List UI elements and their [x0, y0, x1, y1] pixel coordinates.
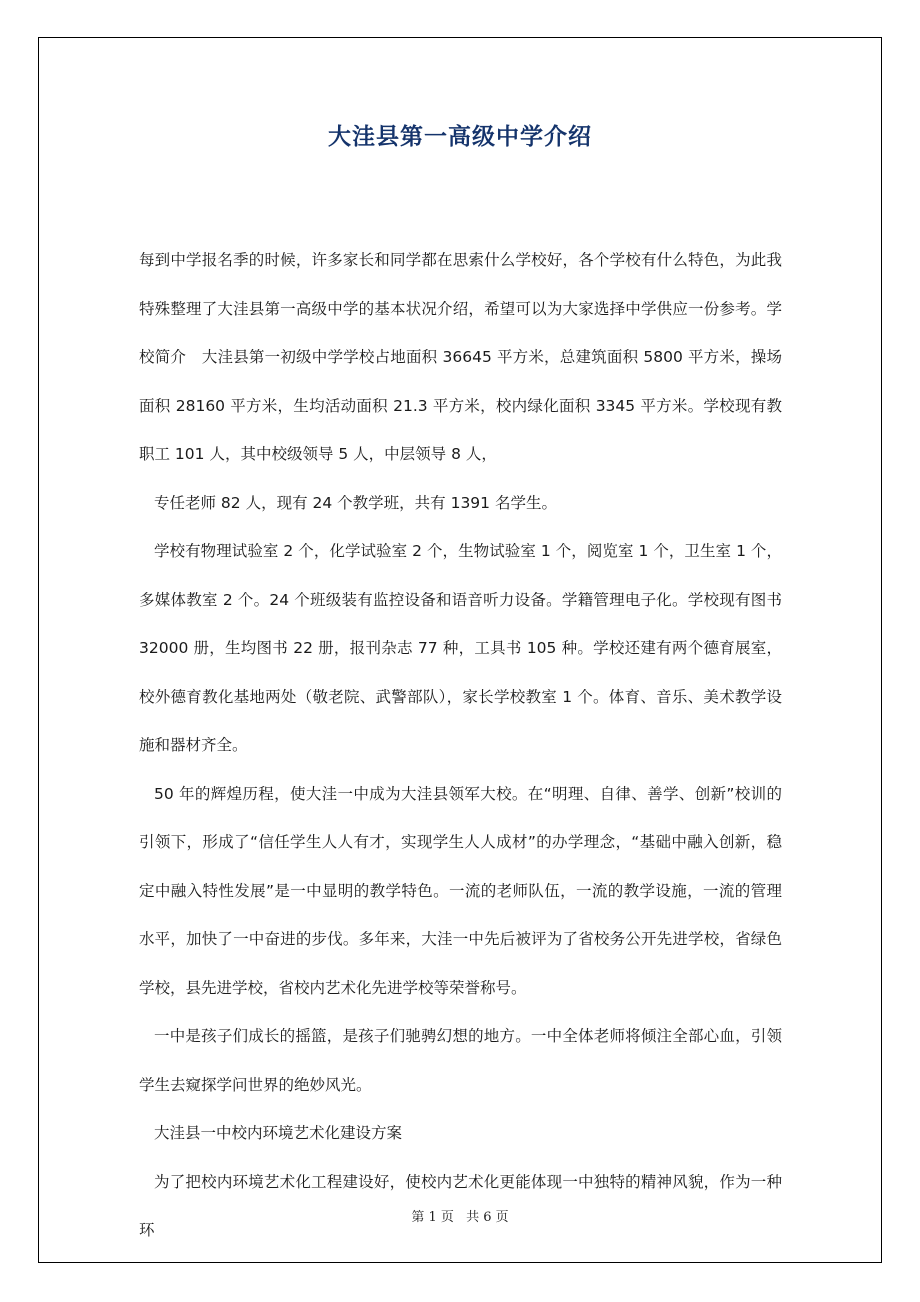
- page-total: 共 6 页: [466, 1210, 509, 1225]
- document-title: 大洼县第一高级中学介绍: [328, 124, 592, 150]
- paragraph-cradle: 一中是孩子们成长的摇篮，是孩子们驰骋幻想的地方。一中全体老师将倾注全部心血，引领学生去窥探学问世界的绝妙风光。: [139, 1027, 782, 1094]
- page-number: 第 1 页: [411, 1210, 454, 1225]
- paragraph-plan: 为了把校内环境艺术化工程建设好，使校内艺术化更能体现一中独特的精神风貌，作为一种环: [139, 1172, 782, 1239]
- paragraph-intro: 每到中学报名季的时候，许多家长和同学都在思索什么学校好，各个学校有什么特色，为此我特殊整理了大洼县第一高级中学的基本状况介绍，希望可以为大家选择中学供应一份参考。学校简介 大洼县第一初级中学学校占地面积 36645 平方米，总建筑面积 5800 平方米，操场面积 28160 平方米，生均活动面积 21.3 平方米，校内绿化面积 3345 平方米。学校现有教职工 101 人，其中校级领导 5 人，中层领导 8 人，: [139, 251, 782, 463]
- section-heading: 大洼县一中校内环境艺术化建设方案: [154, 1124, 403, 1142]
- paragraph-history: 50 年的辉煌历程，使大洼一中成为大洼县领军大校。在“明理、自律、善学、创新”校训的引领下，形成了“信任学生人人有才，实现学生人人成材”的办学理念，“基础中融入创新，稳定中融入特性发展”是一中显明的教学特色。一流的老师队伍，一流的教学设施，一流的管理水平，加快了一中奋进的步伐。多年来，大洼一中先后被评为了省校务公开先进学校，省绿色学校，县先进学校，省校内艺术化先进学校等荣誉称号。: [139, 784, 782, 997]
- paragraph-facilities: 学校有物理试验室 2 个，化学试验室 2 个，生物试验室 1 个，阅览室 1 个，卫生室 1 个，多媒体教室 2 个。24 个班级装有监控设备和语音听力设备。学籍管理电子化。学校现有图书 32000 册，生均图书 22 册，报刊杂志 77 种，工具书 105 种。学校还建有两个德育展室，校外德育教化基地两处（敬老院、武警部队），家长学校教室 1 个。体育、音乐、美术教学设施和器材齐全。: [139, 542, 782, 754]
- paragraph-teachers: 专任老师 82 人，现有 24 个教学班，共有 1391 名学生。: [154, 493, 557, 512]
- page-footer: [0, 1206, 920, 1225]
- document-body: [139, 236, 782, 1255]
